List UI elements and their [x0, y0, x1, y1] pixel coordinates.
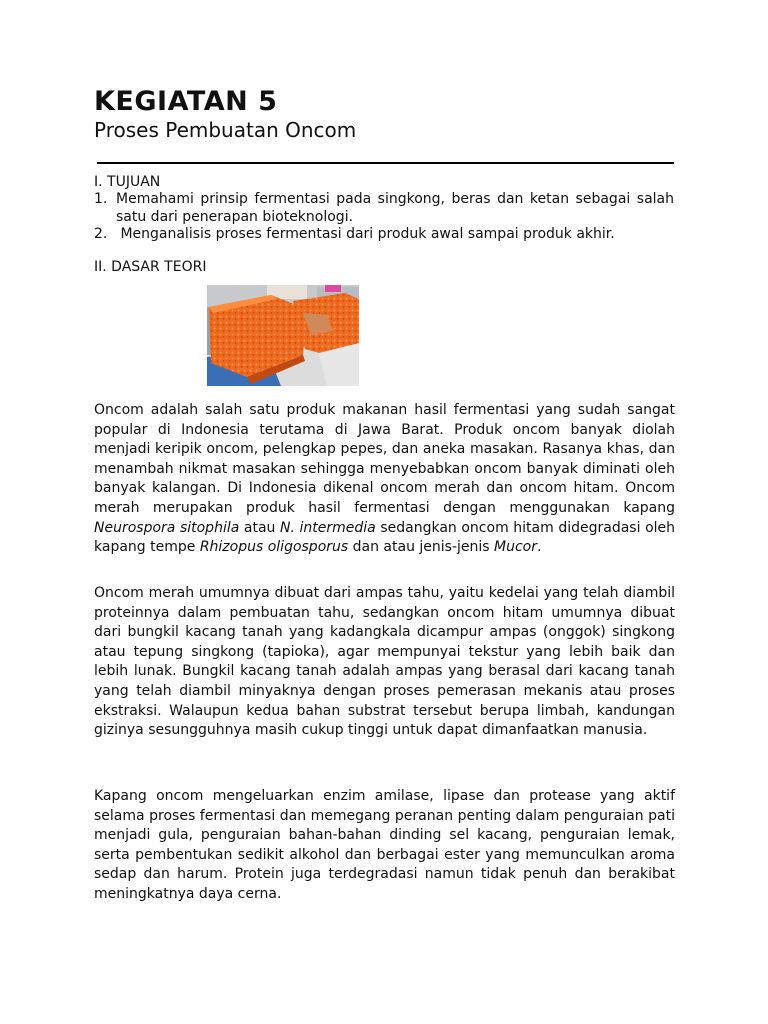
list-item — [94, 226, 674, 244]
list-item — [94, 191, 674, 226]
text-run: Oncom adalah salah satu produk makanan hasil fermentasi yang sudah sangat popular di Indonesia terutama di Jawa Barat. Produk oncom banyak diolah menjadi keripik oncom, pelengkap pepes, dan aneka masakan. Rasanya khas, dan menambah nikmat masakan sehingga menyebabkan oncom banyak diminati oleh banyak kalangan. Di Indonesia dikenal oncom merah dan oncom hitam. Oncom merah merupakan produk hasil fermentasi dengan menggunakan kapang — [94, 402, 675, 516]
list-item-text: Memahami prinsip fermentasi pada singkong, beras dan ketan sebagai salah satu dari penerapan bioteknologi. — [116, 191, 674, 225]
paragraph-oncom-intro — [94, 401, 675, 558]
paragraph-kapang-enzim: Kapang oncom mengeluarkan enzim amilase, lipase dan protease yang aktif selama proses fermentasi dan memegang peranan penting dalam penguraian pati menjadi gula, penguraian bahan-bahan dinding sel kacang, penguraian lemak, serta pembentukan sedikit alkohol dan berbagai ester yang memunculkan aroma sedap dan harum. Protein juga terdegradasi namun tidak penuh dan berakibat meningkatnya daya cerna. — [94, 788, 675, 902]
text-run: sedangkan oncom hitam didegradasi oleh kapang tempe — [94, 519, 676, 556]
species-name: Rhizopus oligosporus — [199, 539, 349, 556]
tujuan-list — [94, 191, 674, 244]
section-heading-dasar-teori: II. DASAR TEORI — [94, 259, 207, 275]
oncom-photo — [207, 285, 359, 386]
text-run: atau — [239, 519, 281, 536]
text-run: . — [537, 539, 542, 556]
genus-name: Mucor — [494, 539, 538, 556]
text-run: dan atau jenis-jenis — [348, 539, 495, 556]
page-subtitle: Proses Pembuatan Oncom — [94, 118, 357, 142]
title-divider — [97, 162, 674, 164]
list-item-text: Menganalisis proses fermentasi dari produk awal sampai produk akhir. — [116, 226, 615, 242]
list-item-number: 1. — [94, 191, 108, 207]
page-title: KEGIATAN 5 — [94, 86, 278, 117]
species-name: Neurospora sitophila — [94, 519, 240, 536]
section-heading-tujuan: I. TUJUAN — [94, 174, 161, 190]
paragraph-oncom-bahan: Oncom merah umumnya dibuat dari ampas tahu, yaitu kedelai yang telah diambil proteinnya dalam pembuatan tahu, sedangkan oncom hitam umumnya dibuat dari bungkil kacang tanah yang kadangkala dicampur ampas (onggok) singkong atau tepung singkong (tapioka), agar mempunyai tekstur yang lebih baik dan lebih lunak. Bungkil kacang tanah adalah ampas yang berasal dari kacang tanah yang telah diambil minyaknya dengan proses pemerasan mekanis atau proses ekstraksi. Walaupun kedua bahan substrat tersebut berupa limbah, kandungan gizinya sesungguhnya masih cukup tinggi untuk dapat dimanfaatkan manusia. — [94, 585, 675, 739]
list-item-number: 2. — [94, 226, 108, 242]
species-name: N. intermedia — [280, 519, 376, 536]
